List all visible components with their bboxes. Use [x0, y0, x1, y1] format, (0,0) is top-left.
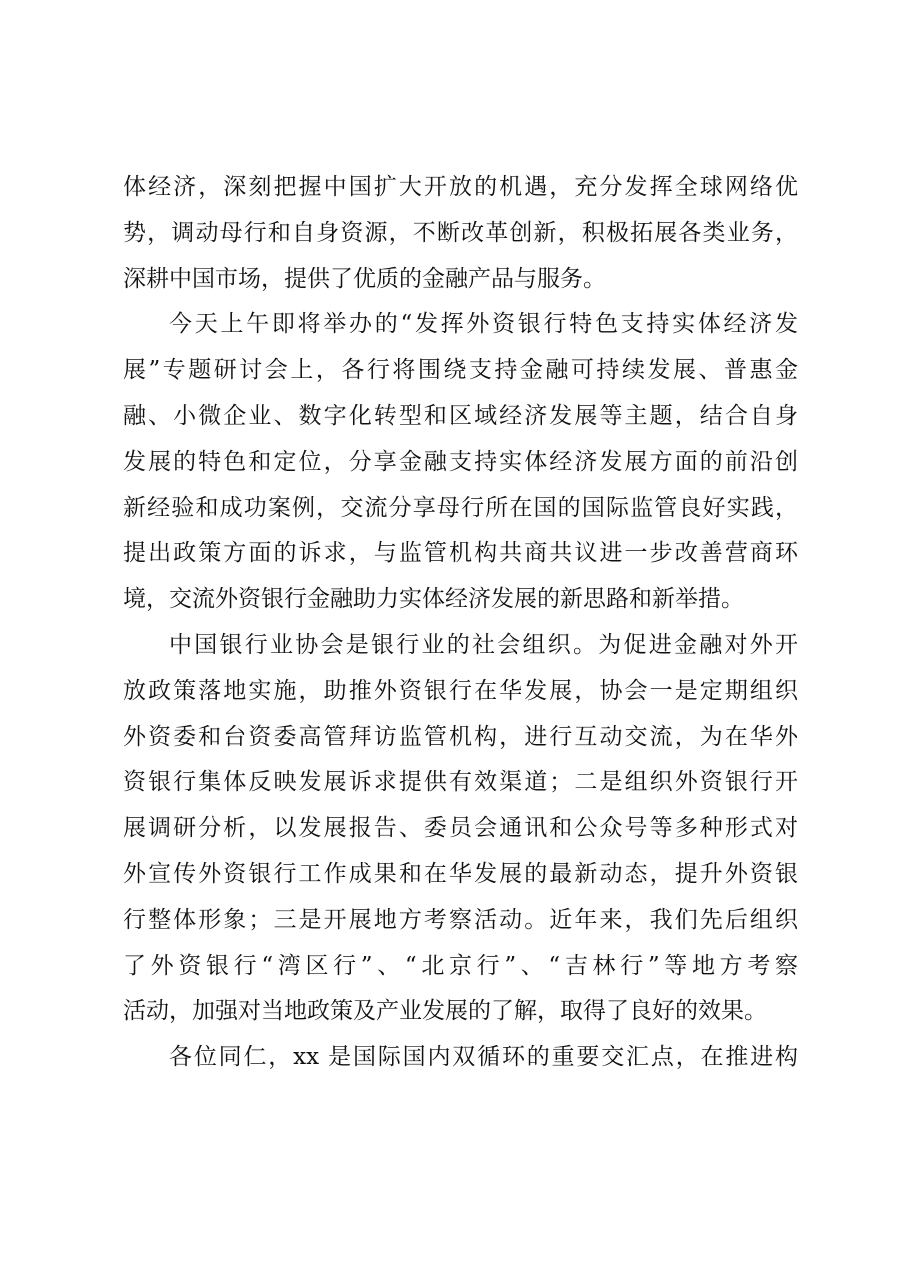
text-line: 势，调动母行和自身资源，不断改革创新，积极拓展各类业务， — [123, 219, 798, 246]
text-line: 资银行集体反映发展诉求提供有效渠道；二是组织外资银行开 — [123, 769, 798, 796]
text-line: 融、小微企业、数字化转型和区域经济发展等主题，结合自身 — [123, 402, 798, 429]
text-line: 展”专题研讨会上，各行将围绕支持金融可持续发展、普惠金 — [123, 357, 798, 384]
text-line: 各位同仁，xx 是国际国内双循环的重要交汇点，在推进构 — [169, 1044, 798, 1071]
text-line: 中国银行业协会是银行业的社会组织。为促进金融对外开 — [169, 631, 798, 658]
text-line: 体经济，深刻把握中国扩大开放的机遇，充分发挥全球网络优 — [123, 174, 798, 200]
text-line: 行整体形象；三是开展地方考察活动。近年来，我们先后组织 — [123, 906, 798, 933]
text-line: 外宣传外资银行工作成果和在华发展的最新动态，提升外资银 — [123, 860, 798, 887]
text-line: 境，交流外资银行金融助力实体经济发展的新思路和新举措。 — [123, 586, 744, 613]
text-line: 展调研分析，以发展报告、委员会通讯和公众号等多种形式对 — [123, 815, 798, 842]
text-line: 了外资银行“湾区行”、“北京行”、“吉林行”等地方考察 — [123, 952, 798, 979]
text-line: 发展的特色和定位，分享金融支持实体经济发展方面的前沿创 — [123, 448, 798, 475]
text-line: 外资委和台资委高管拜访监管机构，进行互动交流，为在华外 — [123, 723, 798, 750]
text-line: 活动，加强对当地政策及产业发展的了解，取得了良好的效果。 — [123, 998, 767, 1025]
text-line: 今天上午即将举办的“发挥外资银行特色支持实体经济发 — [169, 311, 798, 338]
text-line: 新经验和成功案例，交流分享母行所在国的国际监管良好实践， — [123, 494, 798, 521]
text-line: 放政策落地实施，助推外资银行在华发展，协会一是定期组织 — [123, 677, 798, 704]
document-body — [123, 165, 798, 1081]
text-line: 提出政策方面的诉求，与监管机构共商共议进一步改善营商环 — [123, 540, 798, 567]
text-line: 深耕中国市场，提供了优质的金融产品与服务。 — [123, 265, 606, 292]
